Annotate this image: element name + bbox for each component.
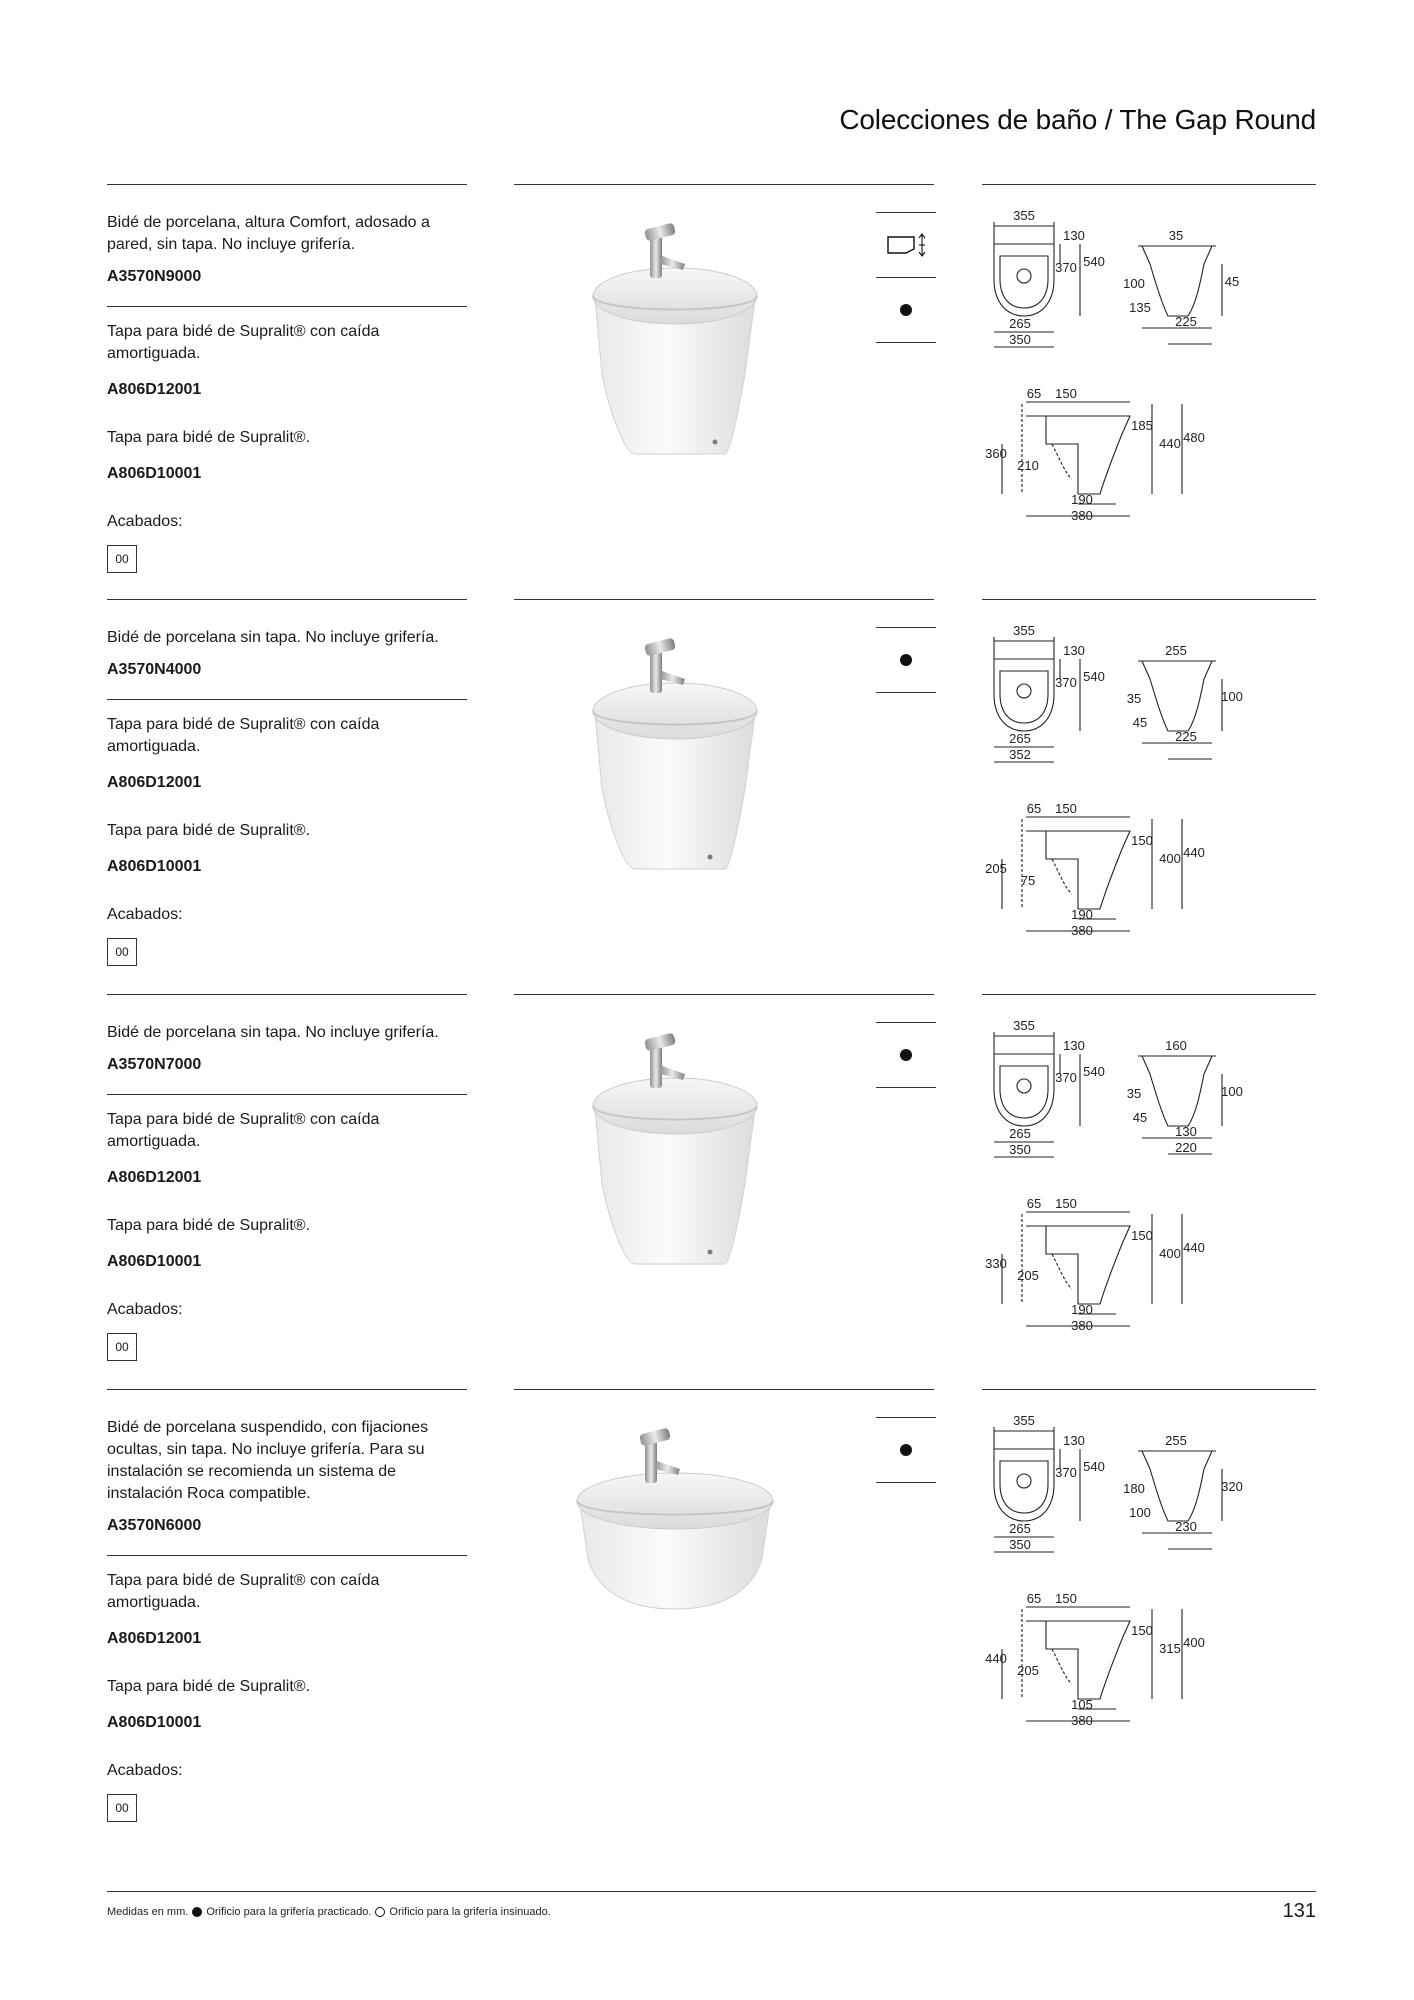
feature-icons: [876, 627, 936, 693]
accessory-divider: [107, 1094, 467, 1095]
section-divider: [982, 184, 1316, 185]
dimension-label: 150: [1055, 801, 1077, 816]
dimension-label: 540: [1083, 1459, 1105, 1474]
dimension-label: 100: [1221, 1084, 1243, 1099]
finishes-label: Acabados:: [107, 513, 183, 530]
dimension-label: 400: [1159, 851, 1181, 866]
dimension-label: 440: [985, 1651, 1007, 1666]
dimension-label: 130: [1063, 1433, 1085, 1448]
dimension-label: 440: [1183, 845, 1205, 860]
dimension-label: 150: [1055, 1196, 1077, 1211]
finish-swatch: 00: [107, 938, 137, 966]
product-text: [107, 627, 467, 966]
accessory-code: A806D12001: [107, 381, 202, 398]
accessory-code: A806D12001: [107, 774, 202, 791]
page-number: 131: [1282, 1900, 1316, 1922]
tap-hole-drilled-icon: [900, 1444, 912, 1456]
bidet-photo: [540, 1014, 810, 1274]
dimension-label: 330: [985, 1256, 1007, 1271]
finishes-label: Acabados:: [107, 1762, 183, 1779]
feature-icons: [876, 1022, 936, 1088]
dimension-label: 540: [1083, 254, 1105, 269]
product-photo: [540, 1409, 810, 1669]
dimension-label: 190: [1071, 492, 1093, 507]
footer-note-units: Medidas en mm.: [107, 1906, 189, 1918]
product-section: [0, 994, 1414, 1390]
accessory-description: Tapa para bidé de Supralit® con caída amortiguada.: [107, 716, 380, 755]
product-code: A3570N9000: [107, 268, 202, 285]
dimension-label: 370: [1055, 675, 1077, 690]
product-text: [107, 1022, 467, 1361]
dimension-label: 65: [1026, 386, 1042, 401]
dimension-label: 440: [1159, 436, 1181, 451]
product-description: Bidé de porcelana sin tapa. No incluye grifería.: [107, 629, 439, 646]
dimension-label: 130: [1063, 228, 1085, 243]
dimension-label: 35: [1126, 1086, 1142, 1101]
accessory-code: A806D12001: [107, 1630, 202, 1647]
product-code: A3570N6000: [107, 1517, 202, 1534]
tap-hole-cell: [876, 278, 936, 342]
dimension-drawing: [982, 619, 1316, 939]
section-divider: [514, 1389, 934, 1390]
technical-drawing: [982, 619, 1316, 939]
dimension-label: 370: [1055, 260, 1077, 275]
dimension-label: 255: [1165, 1433, 1187, 1448]
accessory-code: A806D12001: [107, 1169, 202, 1186]
dimension-label: 205: [1017, 1268, 1039, 1283]
dimension-label: 350: [1009, 1142, 1031, 1157]
footer-note-drilled: Orificio para la grifería practicado.: [206, 1906, 372, 1918]
dimension-label: 230: [1175, 1519, 1197, 1534]
page-title: Colecciones de baño / The Gap Round: [839, 104, 1316, 135]
dimension-label: 150: [1131, 1228, 1153, 1243]
product-code: A3570N7000: [107, 1056, 202, 1073]
dimension-label: 355: [1013, 623, 1035, 638]
accessory-description: Tapa para bidé de Supralit® con caída amortiguada.: [107, 1572, 380, 1611]
filled-dot-icon: [192, 1907, 202, 1917]
finish-swatch: 00: [107, 1794, 137, 1822]
accessory-description: Tapa para bidé de Supralit® con caída amortiguada.: [107, 323, 380, 362]
product-section: [0, 184, 1414, 580]
dimension-label: 160: [1165, 1038, 1187, 1053]
tap-hole-drilled-icon: [900, 304, 912, 316]
footer-divider: [107, 1891, 1316, 1892]
product-text: [107, 1417, 467, 1822]
dimension-label: 355: [1013, 1413, 1035, 1428]
dimension-label: 380: [1071, 508, 1093, 523]
section-divider: [107, 994, 467, 995]
dimension-label: 180: [1123, 1481, 1145, 1496]
section-divider: [514, 994, 934, 995]
accessory-description: Tapa para bidé de Supralit®.: [107, 429, 311, 446]
bidet-photo: [540, 1409, 810, 1669]
accessory-description: Tapa para bidé de Supralit®.: [107, 822, 311, 839]
bidet-photo: [540, 619, 810, 879]
product-text: [107, 212, 467, 573]
accessory-divider: [107, 306, 467, 307]
product-photo: [540, 1014, 810, 1274]
dimension-label: 480: [1183, 430, 1205, 445]
dimension-label: 100: [1123, 276, 1145, 291]
comfort-height-cell: [876, 213, 936, 277]
dimension-label: 360: [985, 446, 1007, 461]
product-description: Bidé de porcelana, altura Comfort, adosado a pared, sin tapa. No incluye grifería.: [107, 214, 430, 253]
dimension-label: 350: [1009, 1537, 1031, 1552]
dimension-label: 205: [985, 861, 1007, 876]
dimension-label: 320: [1221, 1479, 1243, 1494]
dimension-drawing: [982, 1409, 1316, 1729]
dimension-label: 35: [1168, 228, 1184, 243]
section-divider: [107, 599, 467, 600]
dimension-label: 105: [1071, 1697, 1093, 1712]
feature-icons: [876, 1417, 936, 1483]
dimension-label: 45: [1132, 1110, 1148, 1125]
dimension-label: 45: [1132, 715, 1148, 730]
product-photo: [540, 204, 810, 464]
product-section: [0, 1389, 1414, 1815]
dimension-label: 190: [1071, 1302, 1093, 1317]
dimension-label: 370: [1055, 1070, 1077, 1085]
bidet-photo: [540, 204, 810, 464]
technical-drawing: [982, 204, 1316, 524]
tap-hole-drilled-icon: [900, 1049, 912, 1061]
dimension-label: 185: [1131, 418, 1153, 433]
dimension-label: 540: [1083, 669, 1105, 684]
tap-hole-cell: [876, 1023, 936, 1087]
dimension-label: 352: [1009, 747, 1031, 762]
dimension-label: 370: [1055, 1465, 1077, 1480]
finish-swatch: 00: [107, 545, 137, 573]
dimension-label: 100: [1221, 689, 1243, 704]
accessory-code: A806D10001: [107, 465, 202, 482]
dimension-label: 440: [1183, 1240, 1205, 1255]
dimension-label: 130: [1063, 643, 1085, 658]
dimension-label: 150: [1055, 386, 1077, 401]
dimension-label: 150: [1055, 1591, 1077, 1606]
tap-hole-drilled-icon: [900, 654, 912, 666]
dimension-label: 45: [1224, 274, 1240, 289]
dimension-label: 380: [1071, 923, 1093, 938]
product-code: A3570N4000: [107, 661, 202, 678]
dimension-label: 150: [1131, 833, 1153, 848]
dimension-drawing: [982, 1014, 1316, 1334]
dimension-label: 265: [1009, 1126, 1031, 1141]
dimension-label: 380: [1071, 1318, 1093, 1333]
dimension-label: 265: [1009, 731, 1031, 746]
dimension-label: 75: [1020, 873, 1036, 888]
dimension-label: 255: [1165, 643, 1187, 658]
footer-note-marked: Orificio para la grifería insinuado.: [389, 1906, 551, 1918]
dimension-label: 190: [1071, 907, 1093, 922]
dimension-label: 225: [1175, 314, 1197, 329]
dimension-label: 210: [1017, 458, 1039, 473]
section-divider: [982, 599, 1316, 600]
section-divider: [982, 1389, 1316, 1390]
dimension-label: 130: [1175, 1124, 1197, 1139]
product-description: Bidé de porcelana suspendido, con fijaciones ocultas, sin tapa. No incluye grifería. Para su instalación se recomienda un sistema de instalación Roca compatible.: [107, 1419, 429, 1502]
comfort-height-icon: [884, 231, 928, 259]
dimension-label: 400: [1183, 1635, 1205, 1650]
dimension-label: 205: [1017, 1663, 1039, 1678]
dimension-label: 355: [1013, 1018, 1035, 1033]
dimension-label: 65: [1026, 801, 1042, 816]
section-divider: [982, 994, 1316, 995]
dimension-label: 35: [1126, 691, 1142, 706]
accessory-code: A806D10001: [107, 1714, 202, 1731]
dimension-drawing: [982, 204, 1316, 524]
section-divider: [514, 184, 934, 185]
accessory-description: Tapa para bidé de Supralit®.: [107, 1217, 311, 1234]
tap-hole-cell: [876, 628, 936, 692]
hollow-dot-icon: [375, 1907, 385, 1917]
accessory-code: A806D10001: [107, 1253, 202, 1270]
section-divider: [107, 1389, 467, 1390]
section-divider: [514, 599, 934, 600]
dimension-label: 135: [1129, 300, 1151, 315]
dimension-label: 380: [1071, 1713, 1093, 1728]
tap-hole-cell: [876, 1418, 936, 1482]
dimension-label: 400: [1159, 1246, 1181, 1261]
dimension-label: 65: [1026, 1591, 1042, 1606]
finishes-label: Acabados:: [107, 1301, 183, 1318]
dimension-label: 220: [1175, 1140, 1197, 1155]
dimension-label: 130: [1063, 1038, 1085, 1053]
dimension-label: 355: [1013, 208, 1035, 223]
accessory-description: Tapa para bidé de Supralit® con caída amortiguada.: [107, 1111, 380, 1150]
technical-drawing: [982, 1014, 1316, 1334]
dimension-label: 350: [1009, 332, 1031, 347]
accessory-code: A806D10001: [107, 858, 202, 875]
product-description: Bidé de porcelana sin tapa. No incluye grifería.: [107, 1024, 439, 1041]
product-photo: [540, 619, 810, 879]
dimension-label: 315: [1159, 1641, 1181, 1656]
dimension-label: 540: [1083, 1064, 1105, 1079]
feature-icons: [876, 212, 936, 343]
technical-drawing: [982, 1409, 1316, 1729]
footer-note: [107, 1906, 551, 1918]
accessory-divider: [107, 1555, 467, 1556]
dimension-label: 225: [1175, 729, 1197, 744]
dimension-label: 265: [1009, 1521, 1031, 1536]
dimension-label: 65: [1026, 1196, 1042, 1211]
section-divider: [107, 184, 467, 185]
dimension-label: 150: [1131, 1623, 1153, 1638]
finish-swatch: 00: [107, 1333, 137, 1361]
finishes-label: Acabados:: [107, 906, 183, 923]
dimension-label: 100: [1129, 1505, 1151, 1520]
accessory-divider: [107, 699, 467, 700]
dimension-label: 265: [1009, 316, 1031, 331]
accessory-description: Tapa para bidé de Supralit®.: [107, 1678, 311, 1695]
product-section: [0, 599, 1414, 995]
